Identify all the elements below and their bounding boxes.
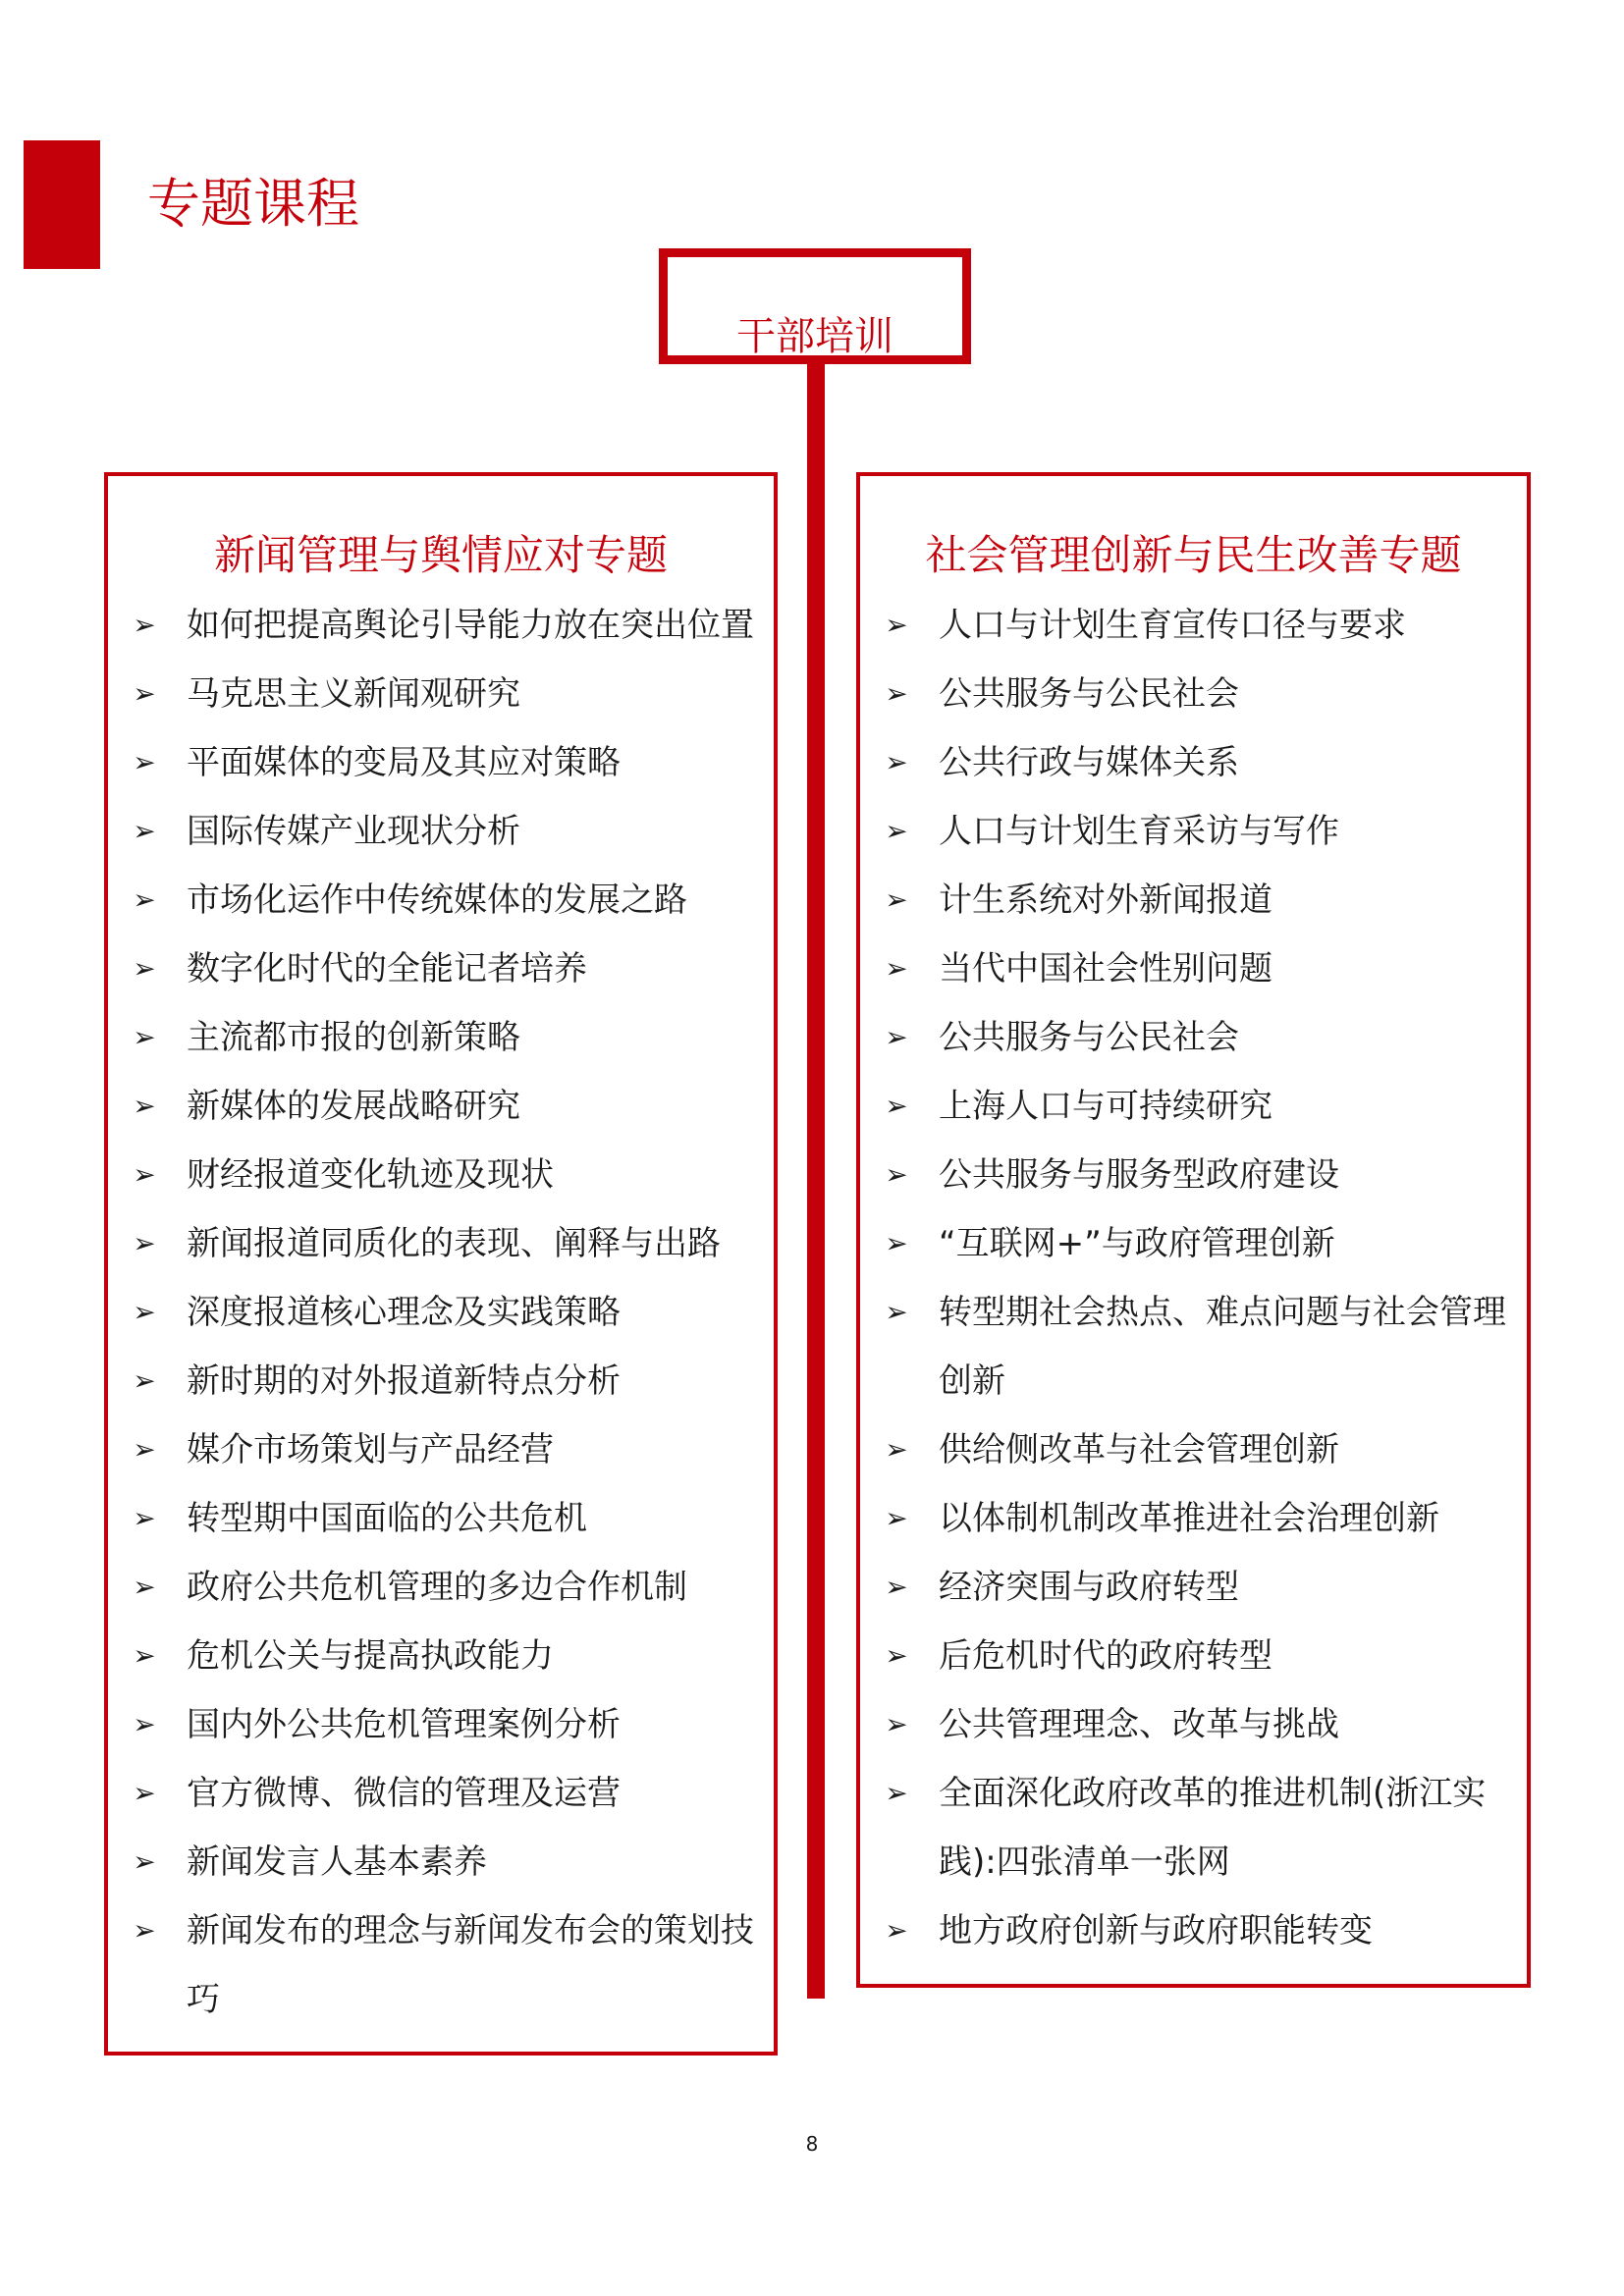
topic-list-item: [108, 1828, 774, 1896]
topic-list-item: [108, 1690, 774, 1759]
arrowhead-bullet-icon: ➢: [885, 1433, 908, 1466]
topic-text: 人口与计划生育宣传口径与要求: [939, 606, 1406, 645]
left-panel-heading: 新闻管理与舆情应对专题: [213, 531, 668, 579]
arrowhead-bullet-icon: ➢: [885, 1777, 908, 1809]
topic-list-item: [860, 1141, 1527, 1209]
topic-text: 财经报道变化轨迹及现状: [187, 1155, 554, 1195]
topic-list-item: [108, 866, 774, 934]
topic-list-item: [108, 1553, 774, 1622]
topic-list-item: [860, 1278, 1527, 1415]
connector-trunk-line: [807, 364, 825, 1999]
topic-list-item: [860, 1484, 1527, 1553]
left-topic-panel: [104, 472, 778, 2056]
topic-text: “互联网+”与政府管理创新: [939, 1224, 1335, 1263]
topic-text: 深度报道核心理念及实践策略: [187, 1293, 621, 1332]
arrowhead-bullet-icon: ➢: [133, 1708, 156, 1740]
topic-text: 供给侧改革与社会管理创新: [939, 1430, 1339, 1469]
topic-list-item: [108, 1278, 774, 1347]
topic-text: 新闻发言人基本素养: [187, 1842, 487, 1882]
topic-list-item: [108, 934, 774, 1003]
left-topic-list: [108, 591, 774, 2034]
topic-text: 国内外公共危机管理案例分析: [187, 1705, 621, 1744]
topic-text: 公共服务与公民社会: [939, 1018, 1239, 1057]
topic-text: 计生系统对外新闻报道: [939, 881, 1272, 920]
arrowhead-bullet-icon: ➢: [133, 677, 156, 710]
topic-list-item: [108, 1072, 774, 1141]
topic-text: 当代中国社会性别问题: [939, 949, 1272, 988]
arrowhead-bullet-icon: ➢: [885, 746, 908, 778]
topic-list-item: [860, 1209, 1527, 1278]
page-number: 8: [805, 2132, 819, 2156]
topic-list-item: [108, 728, 774, 797]
topic-list-item: [860, 1072, 1527, 1141]
arrowhead-bullet-icon: ➢: [133, 1021, 156, 1053]
arrowhead-bullet-icon: ➢: [133, 1777, 156, 1809]
topic-text: 转型期中国面临的公共危机: [187, 1499, 587, 1538]
arrowhead-bullet-icon: ➢: [885, 1502, 908, 1534]
topic-text: 危机公关与提高执政能力: [187, 1636, 554, 1676]
topic-text: 平面媒体的变局及其应对策略: [187, 743, 621, 782]
page-title: 专题课程: [147, 173, 359, 235]
topic-list-item: [860, 1622, 1527, 1690]
topic-list-item: [108, 1622, 774, 1690]
root-node-label: 干部培训: [736, 314, 893, 359]
arrowhead-bullet-icon: ➢: [133, 1571, 156, 1603]
arrowhead-bullet-icon: ➢: [133, 1296, 156, 1328]
topic-list-item: [108, 797, 774, 866]
arrowhead-bullet-icon: ➢: [885, 1227, 908, 1259]
topic-text: 转型期社会热点、难点问题与社会管理创新: [939, 1293, 1506, 1401]
topic-text: 以体制机制改革推进社会治理创新: [939, 1499, 1439, 1538]
arrowhead-bullet-icon: ➢: [133, 1502, 156, 1534]
topic-list-item: [860, 728, 1527, 797]
arrowhead-bullet-icon: ➢: [885, 677, 908, 710]
topic-list-item: [108, 591, 774, 660]
topic-list-item: [860, 1553, 1527, 1622]
right-panel-heading: 社会管理创新与民生改善专题: [925, 531, 1462, 579]
topic-list-item: [108, 1209, 774, 1278]
topic-list-item: [860, 1690, 1527, 1759]
arrowhead-bullet-icon: ➢: [885, 609, 908, 641]
topic-text: 公共服务与服务型政府建设: [939, 1155, 1339, 1195]
topic-text: 后危机时代的政府转型: [939, 1636, 1272, 1676]
topic-text: 经济突围与政府转型: [939, 1568, 1239, 1607]
topic-list-item: [108, 1415, 774, 1484]
arrowhead-bullet-icon: ➢: [133, 1227, 156, 1259]
arrowhead-bullet-icon: ➢: [885, 1571, 908, 1603]
arrowhead-bullet-icon: ➢: [133, 746, 156, 778]
arrowhead-bullet-icon: ➢: [133, 883, 156, 916]
topic-list-item: [860, 1759, 1527, 1896]
topic-text: 媒介市场策划与产品经营: [187, 1430, 554, 1469]
arrowhead-bullet-icon: ➢: [885, 1296, 908, 1328]
arrowhead-bullet-icon: ➢: [885, 1914, 908, 1947]
topic-list-item: [860, 660, 1527, 728]
arrowhead-bullet-icon: ➢: [885, 952, 908, 985]
arrowhead-bullet-icon: ➢: [133, 952, 156, 985]
arrowhead-bullet-icon: ➢: [133, 1158, 156, 1191]
topic-text: 地方政府创新与政府职能转变: [939, 1911, 1373, 1950]
topic-list-item: [108, 1759, 774, 1828]
topic-text: 公共行政与媒体关系: [939, 743, 1239, 782]
topic-list-item: [108, 1484, 774, 1553]
topic-text: 官方微博、微信的管理及运营: [187, 1774, 621, 1813]
arrowhead-bullet-icon: ➢: [885, 1021, 908, 1053]
arrowhead-bullet-icon: ➢: [133, 1433, 156, 1466]
arrowhead-bullet-icon: ➢: [885, 815, 908, 847]
right-topic-panel: [856, 472, 1531, 1988]
topic-text: 马克思主义新闻观研究: [187, 674, 520, 714]
arrowhead-bullet-icon: ➢: [133, 1914, 156, 1947]
topic-text: 新时期的对外报道新特点分析: [187, 1362, 621, 1401]
arrowhead-bullet-icon: ➢: [133, 1364, 156, 1397]
topic-list-item: [860, 591, 1527, 660]
topic-text: 新媒体的发展战略研究: [187, 1087, 520, 1126]
arrowhead-bullet-icon: ➢: [133, 1845, 156, 1878]
topic-text: 公共管理理念、改革与挑战: [939, 1705, 1339, 1744]
topic-text: 新闻发布的理念与新闻发布会的策划技巧: [187, 1911, 754, 2019]
topic-list-item: [860, 797, 1527, 866]
topic-text: 政府公共危机管理的多边合作机制: [187, 1568, 687, 1607]
arrowhead-bullet-icon: ➢: [133, 1639, 156, 1672]
topic-text: 人口与计划生育采访与写作: [939, 812, 1339, 851]
topic-text: 公共服务与公民社会: [939, 674, 1239, 714]
arrowhead-bullet-icon: ➢: [133, 815, 156, 847]
topic-text: 全面深化政府改革的推进机制(浙江实践):四张清单一张网: [939, 1774, 1487, 1882]
topic-text: 数字化时代的全能记者培养: [187, 949, 587, 988]
root-node-box: [659, 248, 971, 364]
arrowhead-bullet-icon: ➢: [885, 1639, 908, 1672]
topic-text: 国际传媒产业现状分析: [187, 812, 520, 851]
arrowhead-bullet-icon: ➢: [885, 1158, 908, 1191]
right-topic-list: [860, 591, 1527, 1965]
topic-list-item: [860, 1003, 1527, 1072]
topic-text: 如何把提高舆论引导能力放在突出位置: [187, 606, 754, 645]
topic-text: 上海人口与可持续研究: [939, 1087, 1272, 1126]
topic-text: 主流都市报的创新策略: [187, 1018, 520, 1057]
topic-text: 新闻报道同质化的表现、阐释与出路: [187, 1224, 721, 1263]
arrowhead-bullet-icon: ➢: [885, 883, 908, 916]
arrowhead-bullet-icon: ➢: [133, 1090, 156, 1122]
topic-list-item: [108, 1003, 774, 1072]
topic-list-item: [108, 660, 774, 728]
topic-list-item: [860, 934, 1527, 1003]
topic-text: 市场化运作中传统媒体的发展之路: [187, 881, 687, 920]
topic-list-item: [860, 1415, 1527, 1484]
topic-list-item: [108, 1896, 774, 2034]
title-accent-block: [24, 140, 100, 269]
arrowhead-bullet-icon: ➢: [133, 609, 156, 641]
topic-list-item: [860, 866, 1527, 934]
topic-list-item: [860, 1896, 1527, 1965]
arrowhead-bullet-icon: ➢: [885, 1090, 908, 1122]
topic-list-item: [108, 1141, 774, 1209]
topic-list-item: [108, 1347, 774, 1415]
arrowhead-bullet-icon: ➢: [885, 1708, 908, 1740]
